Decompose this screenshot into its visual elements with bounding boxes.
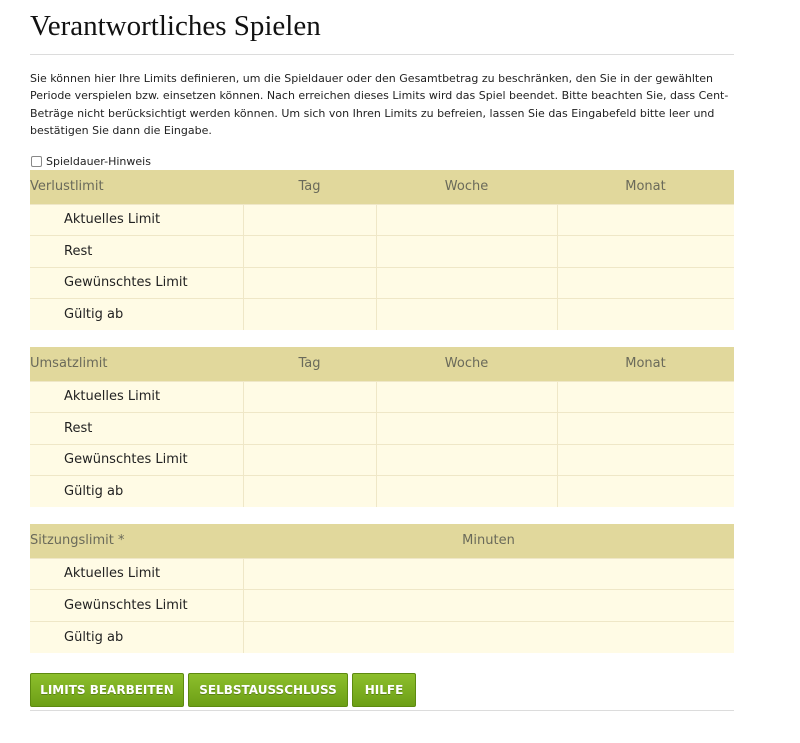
edit-limits-button[interactable]: LIMITS BEARBEITEN	[30, 673, 184, 707]
col-month: Monat	[557, 347, 734, 381]
row-label-rest: Rest	[30, 236, 243, 268]
session-limit-title: Sitzungslimit *	[30, 524, 243, 558]
cell-month	[557, 381, 734, 413]
table-row	[30, 621, 734, 653]
turnover-limit-table	[30, 347, 734, 507]
table-row	[30, 590, 734, 622]
loss-limit-title: Verlustlimit	[30, 170, 243, 204]
cell-day	[243, 476, 376, 508]
cell-week	[376, 236, 557, 268]
table-row	[30, 413, 734, 445]
action-buttons	[30, 673, 734, 707]
row-label-rest: Rest	[30, 413, 243, 445]
cell-minutes	[243, 558, 734, 590]
playtime-notice-row[interactable]	[30, 152, 734, 170]
col-week: Woche	[376, 170, 557, 204]
session-limit-table	[30, 524, 734, 653]
cell-day	[243, 413, 376, 445]
table-row	[30, 476, 734, 508]
loss-limit-header	[30, 170, 734, 204]
col-day: Tag	[243, 347, 376, 381]
playtime-notice-label: Spieldauer-Hinweis	[46, 154, 151, 168]
row-label-current: Aktuelles Limit	[30, 558, 243, 590]
table-row	[30, 236, 734, 268]
cell-day	[243, 204, 376, 236]
row-label-current: Aktuelles Limit	[30, 381, 243, 413]
row-label-wanted: Gewünschtes Limit	[30, 444, 243, 476]
divider	[30, 710, 734, 711]
self-exclusion-button[interactable]: SELBSTAUSSCHLUSS	[188, 673, 348, 707]
cell-week	[376, 299, 557, 331]
cell-minutes	[243, 621, 734, 653]
col-month: Monat	[557, 170, 734, 204]
cell-day	[243, 444, 376, 476]
cell-minutes	[243, 590, 734, 622]
cell-week	[376, 381, 557, 413]
cell-week	[376, 413, 557, 445]
table-row	[30, 267, 734, 299]
cell-week	[376, 204, 557, 236]
row-label-wanted: Gewünschtes Limit	[30, 590, 243, 622]
intro-text: Sie können hier Ihre Limits definieren, um die Spieldauer oder den Gesamtbetrag zu beschränken, den Sie in der gewählten Periode verspielen bzw. einsetzen können. Nach erreichen dieses Limits wird das Spiel beendet. Bitte beachten Sie, dass Cent-Beträge nicht berücksichtigt werden können. Um sich von Ihren Limits zu befreien, lassen Sie das Eingabefeld bitte leer und bestätigen Sie dann die Eingabe.	[30, 72, 729, 137]
cell-month	[557, 204, 734, 236]
col-minutes: Minuten	[243, 524, 734, 558]
table-row	[30, 381, 734, 413]
cell-month	[557, 476, 734, 508]
cell-month	[557, 444, 734, 476]
cell-week	[376, 476, 557, 508]
table-row	[30, 299, 734, 331]
loss-limit-table	[30, 170, 734, 330]
row-label-valid: Gültig ab	[30, 621, 243, 653]
row-label-valid: Gültig ab	[30, 476, 243, 508]
table-row	[30, 558, 734, 590]
cell-week	[376, 267, 557, 299]
cell-day	[243, 299, 376, 331]
page-title: Verantwortliches Spielen	[30, 0, 734, 55]
row-label-valid: Gültig ab	[30, 299, 243, 331]
cell-day	[243, 236, 376, 268]
help-button[interactable]: HILFE	[352, 673, 416, 707]
responsible-gaming-page	[30, 0, 734, 711]
table-row	[30, 204, 734, 236]
col-day: Tag	[243, 170, 376, 204]
turnover-limit-header	[30, 347, 734, 381]
row-label-wanted: Gewünschtes Limit	[30, 267, 243, 299]
cell-day	[243, 381, 376, 413]
cell-month	[557, 236, 734, 268]
session-limit-header	[30, 524, 734, 558]
playtime-notice-checkbox[interactable]	[31, 156, 42, 167]
row-label-current: Aktuelles Limit	[30, 204, 243, 236]
cell-day	[243, 267, 376, 299]
table-row	[30, 444, 734, 476]
col-week: Woche	[376, 347, 557, 381]
turnover-limit-title: Umsatzlimit	[30, 347, 243, 381]
cell-month	[557, 413, 734, 445]
cell-week	[376, 444, 557, 476]
cell-month	[557, 299, 734, 331]
cell-month	[557, 267, 734, 299]
